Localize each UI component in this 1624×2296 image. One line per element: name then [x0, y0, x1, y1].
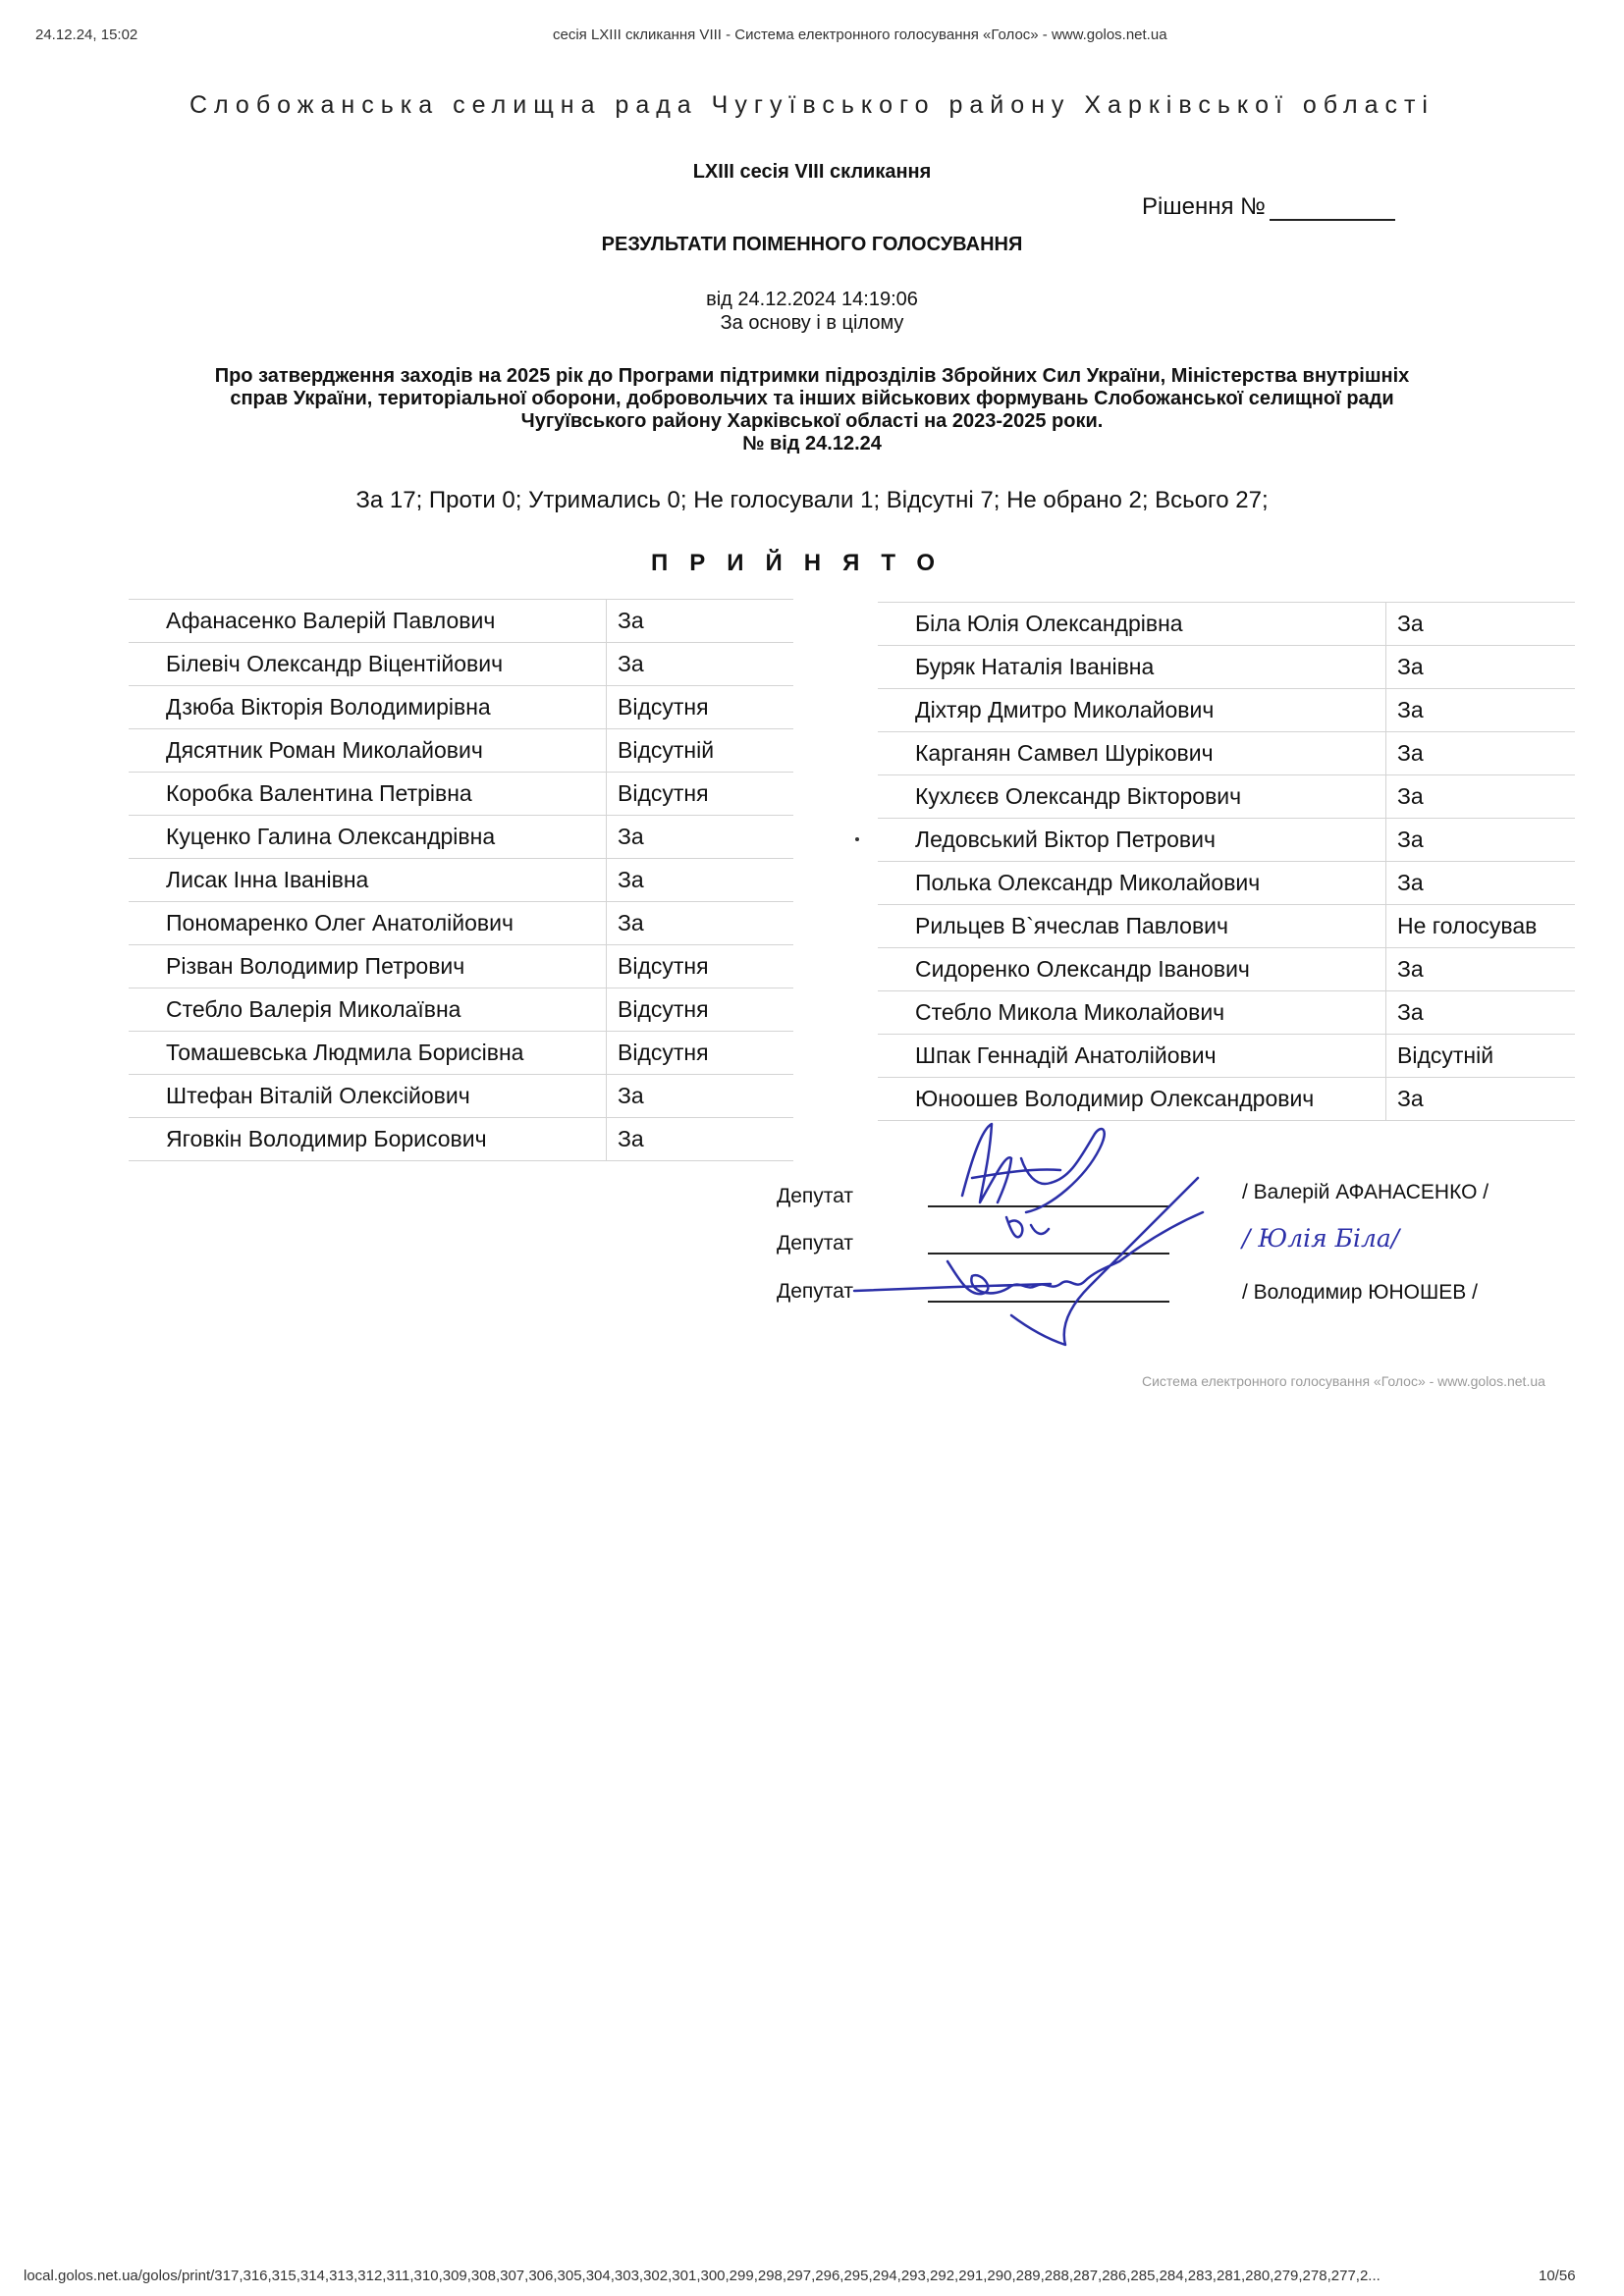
deputy-name: Шпак Геннадій Анатолійович	[878, 1035, 1386, 1078]
deputy-name: Діхтяр Дмитро Миколайович	[878, 689, 1386, 732]
deputy-name: Яговкін Володимир Борисович	[129, 1118, 607, 1161]
deputy-vote: Відсутній	[607, 729, 794, 773]
signatory-name-1: / Валерій АФАНАСЕНКО /	[1242, 1181, 1489, 1203]
vote-row-left	[129, 1075, 793, 1118]
resolution-line: Про затвердження заходів на 2025 рік до Програми підтримки підрозділів Збройних Сил України, Міністерства внутрішніх	[214, 365, 1410, 387]
deputy-name: Дясятник Роман Миколайович	[129, 729, 607, 773]
deputy-name: Коробка Валентина Петрівна	[129, 773, 607, 816]
deputy-name: Сидоренко Олександр Іванович	[878, 948, 1386, 991]
vote-row-left	[129, 773, 793, 816]
vote-row-right	[878, 689, 1575, 732]
deputy-vote: За	[607, 1118, 794, 1161]
footer-system-note: Система електронного голосування «Голос» - www.golos.net.ua	[1142, 1373, 1545, 1389]
deputy-vote: За	[607, 902, 794, 945]
print-header-title: сесія LXIII скликання VIII - Система електронного голосування «Голос» - www.golos.net.ua	[553, 27, 1167, 43]
signature-label: Депутат	[777, 1232, 853, 1255]
votes-table-left	[129, 599, 793, 1161]
vote-summary: За 17; Проти 0; Утримались 0; Не голосували 1; Відсутні 7; Не обрано 2; Всього 27;	[355, 487, 1269, 513]
deputy-name: Рильцев В`ячеслав Павлович	[878, 905, 1386, 948]
deputy-vote: За	[1386, 862, 1576, 905]
deputy-vote: За	[1386, 991, 1576, 1035]
vote-row-left	[129, 643, 793, 686]
stray-dot	[855, 837, 859, 841]
deputy-name: Афанасенко Валерій Павлович	[129, 600, 607, 643]
decision-blank-line	[1270, 195, 1395, 221]
deputy-name: Різван Володимир Петрович	[129, 945, 607, 988]
signature-label: Депутат	[777, 1280, 853, 1303]
deputy-name: Полька Олександр Миколайович	[878, 862, 1386, 905]
vote-row-right	[878, 905, 1575, 948]
deputy-vote: За	[607, 859, 794, 902]
deputy-name: Штефан Віталій Олексійович	[129, 1075, 607, 1118]
footer-page-number: 10/56	[1539, 2268, 1576, 2284]
deputy-name: Юноошев Володимир Олександрович	[878, 1078, 1386, 1121]
vote-row-right	[878, 646, 1575, 689]
deputy-vote: За	[1386, 948, 1576, 991]
vote-row-left	[129, 1118, 793, 1161]
deputy-name: Лисак Інна Іванівна	[129, 859, 607, 902]
deputy-vote: За	[607, 1075, 794, 1118]
vote-row-right	[878, 603, 1575, 646]
vote-row-right	[878, 948, 1575, 991]
vote-row-left	[129, 816, 793, 859]
vote-row-right	[878, 775, 1575, 819]
vote-row-left	[129, 859, 793, 902]
deputy-name: Стебло Микола Миколайович	[878, 991, 1386, 1035]
council-name: Слобожанська селищна рада Чугуївського району Харківської області	[189, 91, 1435, 119]
vote-row-left	[129, 729, 793, 773]
resolution-number: № від 24.12.24	[742, 433, 882, 454]
session-title: LXIII сесія VIII скликання	[692, 161, 932, 183]
deputy-vote: За	[1386, 1078, 1576, 1121]
deputy-vote: За	[607, 643, 794, 686]
signature-yunoshev	[854, 1178, 1203, 1345]
deputy-vote: За	[1386, 775, 1576, 819]
vote-row-left	[129, 988, 793, 1032]
deputy-name: Пономаренко Олег Анатолійович	[129, 902, 607, 945]
results-title: РЕЗУЛЬТАТИ ПОІМЕННОГО ГОЛОСУВАННЯ	[601, 234, 1023, 255]
vote-row-left	[129, 1032, 793, 1075]
resolution-line: справ України, територіальної оборони, добровольчих та інших військових формувань Слобожанської селищної ради	[230, 388, 1394, 409]
vote-row-right	[878, 991, 1575, 1035]
deputy-name: Куценко Галина Олександрівна	[129, 816, 607, 859]
deputy-name: Ледовський Віктор Петрович	[878, 819, 1386, 862]
deputy-vote: Відсутня	[607, 988, 794, 1032]
deputy-name: Томашевська Людмила Борисівна	[129, 1032, 607, 1075]
signatory-name-2-handwritten: / Юлія Біла/	[1242, 1224, 1400, 1253]
deputy-vote: Відсутня	[607, 945, 794, 988]
vote-row-left	[129, 945, 793, 988]
deputy-vote: За	[607, 816, 794, 859]
decision-number	[1142, 193, 1395, 221]
signature-label: Депутат	[777, 1185, 853, 1207]
vote-row-right	[878, 732, 1575, 775]
resolution-title	[147, 365, 1477, 455]
deputy-vote: Відсутня	[607, 1032, 794, 1075]
deputy-vote: За	[1386, 819, 1576, 862]
decision-label: Рішення №	[1142, 193, 1266, 220]
adopted-status: ПРИЙНЯТО	[651, 550, 957, 576]
deputy-vote: Відсутня	[607, 686, 794, 729]
vote-row-left	[129, 686, 793, 729]
deputy-vote: За	[1386, 603, 1576, 646]
deputy-vote: За	[1386, 732, 1576, 775]
handwritten-signatures	[825, 1119, 1276, 1364]
footer-url: local.golos.net.ua/golos/print/317,316,315,314,313,312,311,310,309,308,307,306,305,304,303,302,301,300,299,298,297,296,295,294,293,292,291,290,289,288,287,286,285,284,283,281,280,279,278,277,2...	[24, 2268, 1380, 2284]
vote-basis: За основу і в цілому	[720, 312, 904, 334]
votes-table-right	[878, 602, 1575, 1121]
deputy-vote: Відсутня	[607, 773, 794, 816]
print-date: 24.12.24, 15:02	[35, 27, 138, 43]
signature-afanasenko	[962, 1124, 1105, 1212]
deputy-vote: За	[1386, 689, 1576, 732]
deputy-name: Білевіч Олександр Віцентійович	[129, 643, 607, 686]
vote-row-left	[129, 600, 793, 643]
signature-bila	[1006, 1217, 1049, 1237]
deputy-vote: За	[1386, 646, 1576, 689]
deputy-name: Карганян Самвел Шурікович	[878, 732, 1386, 775]
deputy-vote: Не голосував	[1386, 905, 1576, 948]
vote-row-left	[129, 902, 793, 945]
vote-row-right	[878, 819, 1575, 862]
signatory-name-3: / Володимир ЮНОШЕВ /	[1242, 1281, 1478, 1304]
deputy-name: Біла Юлія Олександрівна	[878, 603, 1386, 646]
deputy-name: Кухлєєв Олександр Вікторович	[878, 775, 1386, 819]
deputy-vote: За	[607, 600, 794, 643]
deputy-name: Дзюба Вікторія Володимирівна	[129, 686, 607, 729]
vote-row-right	[878, 1078, 1575, 1121]
deputy-name: Стебло Валерія Миколаївна	[129, 988, 607, 1032]
resolution-line: Чугуївського району Харківської області на 2023-2025 роки.	[520, 410, 1104, 432]
deputy-name: Буряк Наталія Іванівна	[878, 646, 1386, 689]
vote-row-right	[878, 1035, 1575, 1078]
vote-row-right	[878, 862, 1575, 905]
vote-date: від 24.12.2024 14:19:06	[706, 289, 918, 310]
deputy-vote: Відсутній	[1386, 1035, 1576, 1078]
